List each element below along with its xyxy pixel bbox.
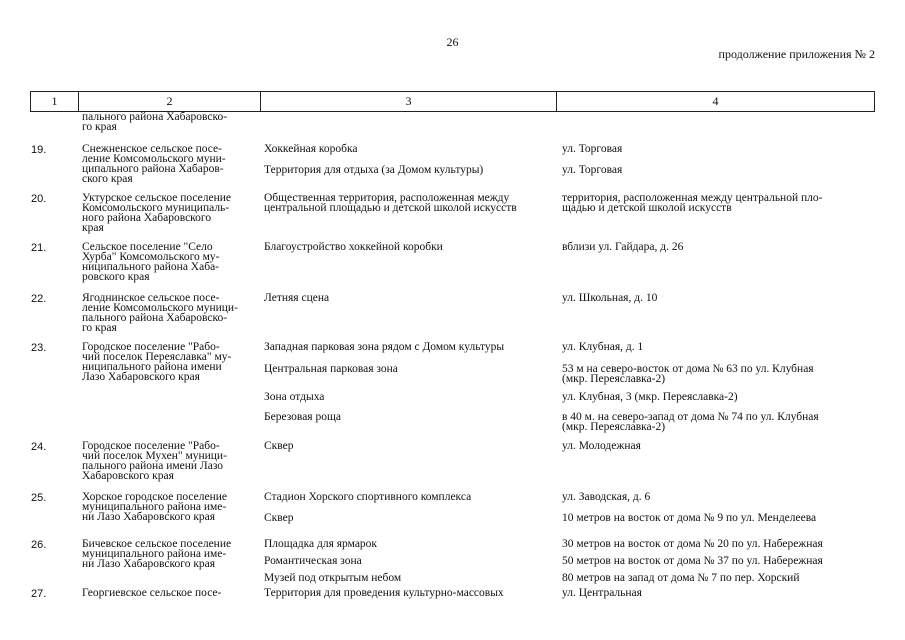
territory-object: Западная парковая зона рядом с Домом культуры xyxy=(264,341,505,353)
territory-address: ул. Клубная, 3 (мкр. Переяславка-2) xyxy=(562,391,738,403)
territory-address: ул. Молодежная xyxy=(562,440,641,452)
territory-object: Летняя сцена xyxy=(264,292,330,304)
table-header xyxy=(30,91,875,112)
row-number: 23. xyxy=(31,342,47,354)
header-col-3: 3 xyxy=(261,92,557,111)
settlement-name: Хорское городское поселение муниципального района име- ни Лазо Хабаровского края xyxy=(82,491,228,523)
row-number: 19. xyxy=(31,144,47,156)
continuation-note: продолжение приложения № 2 xyxy=(718,47,875,61)
territory-address: 10 метров на восток от дома № 9 по ул. Менделеева xyxy=(562,512,817,524)
settlement-name: Снежненское сельское посе- ление Комсомольского муни- ципального района Хабаров- ского края xyxy=(82,143,226,185)
settlement-name: Городское поселение "Рабо- чий поселок Мухен" муници- пального района имени Лазо Хабаровского края xyxy=(82,440,227,482)
territory-object: Территория для отдыха (за Домом культуры) xyxy=(264,164,484,176)
row-number: 24. xyxy=(31,441,47,453)
territory-address: территория, расположенная между центральной пло- щадью и детской школой искусств xyxy=(562,192,823,214)
settlement-name: Сельское поселение "Село Хурба" Комсомольского му- ниципального района Хаба- ровского края xyxy=(82,241,220,283)
header-col-2: 2 xyxy=(79,92,261,111)
row-number: 27. xyxy=(31,588,47,600)
territory-address: в 40 м. на северо-запад от дома № 74 по ул. Клубная (мкр. Переяславка-2) xyxy=(562,411,819,433)
settlement-name: пального района Хабаровско- го края xyxy=(82,111,228,133)
settlement-name: Уктурское сельское поселение Комсомольского муниципаль- ного района Хабаровского края xyxy=(82,192,232,234)
page-number: 26 xyxy=(446,35,459,49)
territory-address: 80 метров на запад от дома № 7 по пер. Хорский xyxy=(562,572,800,584)
settlement-name: Георгиевское сельское посе- xyxy=(82,587,222,599)
territory-address: 50 метров на восток от дома № 37 по ул. Набережная xyxy=(562,555,823,567)
territory-object: Музей под открытым небом xyxy=(264,572,402,584)
territory-address: ул. Заводская, д. 6 xyxy=(562,491,651,503)
row-number: 21. xyxy=(31,242,47,254)
territory-object: Березовая роща xyxy=(264,411,341,423)
territory-address: ул. Торговая xyxy=(562,143,623,155)
territory-address: 53 м на северо-восток от дома № 63 по ул. Клубная (мкр. Переяславка-2) xyxy=(562,363,814,385)
territory-address: вблизи ул. Гайдара, д. 26 xyxy=(562,241,684,253)
territory-object: Сквер xyxy=(264,512,294,524)
territory-object: Сквер xyxy=(264,440,294,452)
settlement-name: Бичевское сельское поселение муниципального района име- ни Лазо Хабаровского края xyxy=(82,538,232,570)
territory-address: 30 метров на восток от дома № 20 по ул. Набережная xyxy=(562,538,823,550)
settlement-name: Городское поселение "Рабо- чий поселок Переяславка" му- ниципального района имени Лазо Хабаровского края xyxy=(82,341,232,383)
territory-object: Благоустройство хоккейной коробки xyxy=(264,241,443,253)
territory-address: ул. Центральная xyxy=(562,587,642,599)
territory-address: ул. Торговая xyxy=(562,164,623,176)
header-col-4: 4 xyxy=(712,94,719,108)
territory-address: ул. Клубная, д. 1 xyxy=(562,341,644,353)
territory-object: Территория для проведения культурно-массовых xyxy=(264,587,504,599)
territory-address: ул. Школьная, д. 10 xyxy=(562,292,658,304)
row-number: 22. xyxy=(31,293,47,305)
territory-object: Хоккейная коробка xyxy=(264,143,358,155)
settlement-name: Ягоднинское сельское посе- ление Комсомольского муници- пального района Хабаровско- го края xyxy=(82,292,238,334)
row-number: 20. xyxy=(31,193,47,205)
row-number: 26. xyxy=(31,539,47,551)
row-number: 25. xyxy=(31,492,47,504)
territory-object: Романтическая зона xyxy=(264,555,362,567)
territory-object: Общественная территория, расположенная между центральной площадью и детской школой искусств xyxy=(264,192,517,214)
header-col-1: 1 xyxy=(31,92,79,111)
territory-object: Площадка для ярмарок xyxy=(264,538,378,550)
territory-object: Центральная парковая зона xyxy=(264,363,398,375)
territory-object: Зона отдыха xyxy=(264,391,325,403)
territory-object: Стадион Хорского спортивного комплекса xyxy=(264,491,472,503)
